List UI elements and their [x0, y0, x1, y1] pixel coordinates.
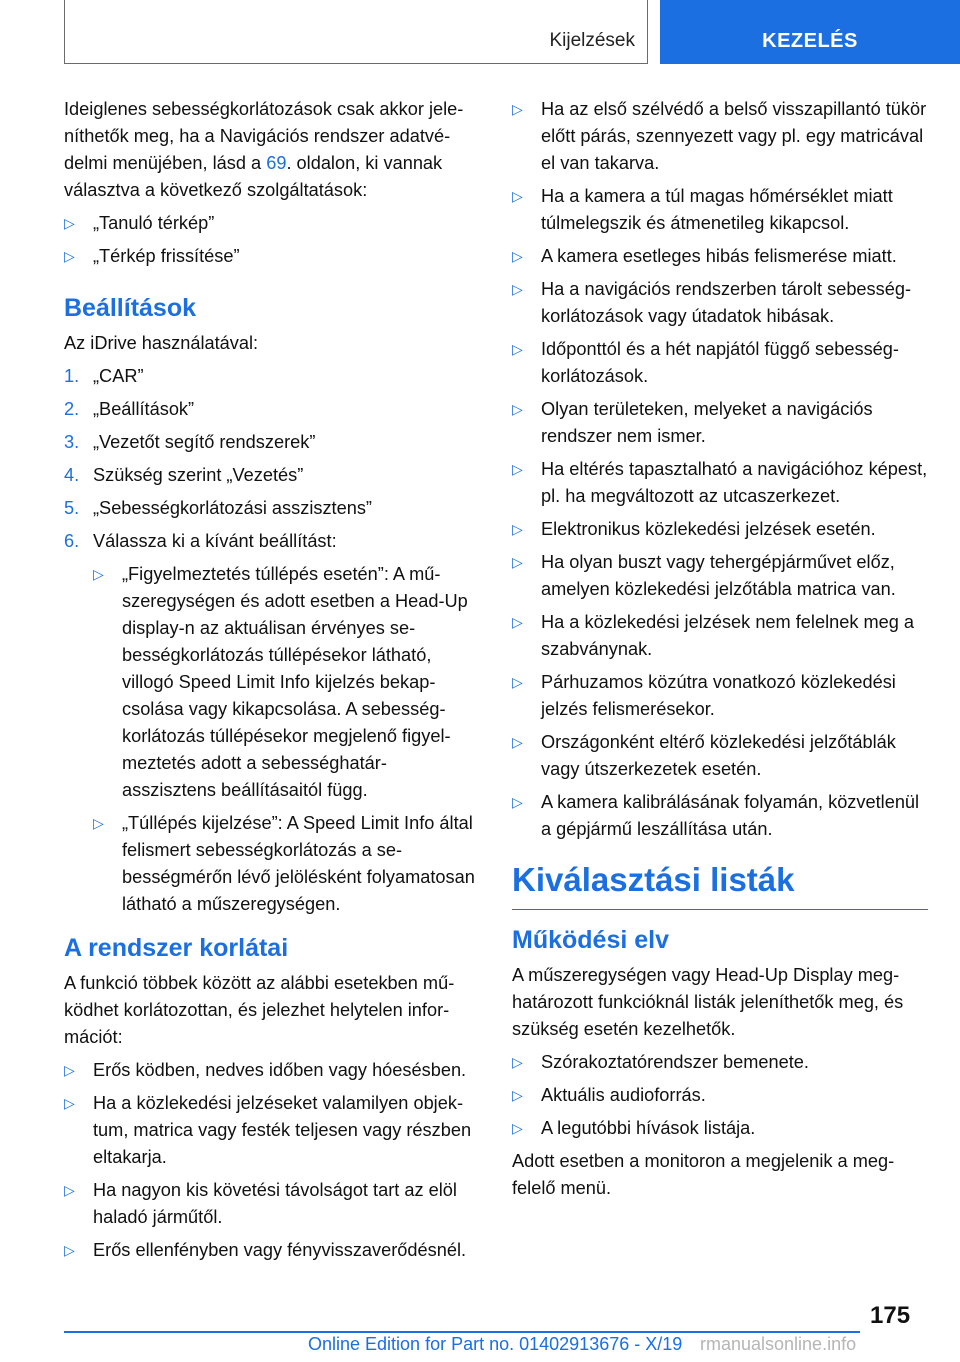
triangle-bullet-icon: ▷	[512, 521, 523, 537]
header-chapter-tab	[660, 0, 960, 64]
triangle-bullet-icon: ▷	[512, 401, 523, 417]
triangle-bullet-icon: ▷	[512, 554, 523, 570]
header-chapter-title: KEZELÉS	[762, 30, 858, 52]
triangle-bullet-icon: ▷	[93, 566, 104, 582]
footer-divider	[64, 1331, 860, 1333]
triangle-bullet-icon: ▷	[64, 1095, 75, 1111]
triangle-bullet-icon: ▷	[512, 461, 523, 477]
list-item: ▷ Erős ellenfényben vagy fényvisszaverődésnél.	[64, 1237, 478, 1264]
list-item: ▷ Szórakoztatórendszer bemenete.	[512, 1049, 928, 1076]
triangle-bullet-icon: ▷	[512, 1087, 523, 1103]
settings-options	[93, 561, 478, 918]
list-item: ▷ Párhuzamos közútra vonatkozó közlekedési jelzés felismerésekor.	[512, 669, 928, 723]
principle-outro: Adott esetben a monitoron a megjelenik a megfelelő menü.	[512, 1151, 895, 1198]
principle-heading: Működési elv	[512, 926, 669, 954]
list-item: ▷ Ha a kamera a túl magas hőmérséklet miatt túlmelegszik és átmenetileg kikapcsol.	[512, 183, 928, 237]
step-item: 4. Szükség szerint „Vezetés”	[64, 465, 304, 485]
chapter-heading: Kiválasztási listák	[512, 859, 928, 910]
list-item: ▷ „Tanuló térkép”	[64, 210, 478, 237]
right-column	[512, 96, 928, 1208]
triangle-bullet-icon: ▷	[93, 815, 104, 831]
triangle-bullet-icon: ▷	[512, 341, 523, 357]
limits-list	[64, 1057, 478, 1264]
limits-intro: A funkció többek között az alábbi esetekben működhet korlátozottan, és jelezhet helytelen információt:	[64, 973, 455, 1047]
list-item: ▷ A kamera esetleges hibás felismerése miatt.	[512, 243, 928, 270]
services-list	[64, 210, 478, 270]
list-item: ▷ Elektronikus közlekedési jelzések esetén.	[512, 516, 928, 543]
list-item: ▷ Ha a közlekedési jelzések nem felelnek meg a szabványnak.	[512, 609, 928, 663]
triangle-bullet-icon: ▷	[64, 248, 75, 264]
header-section-tab	[64, 0, 648, 64]
triangle-bullet-icon: ▷	[64, 215, 75, 231]
triangle-bullet-icon: ▷	[512, 674, 523, 690]
list-item: ▷ „Figyelmeztetés túllépés esetén”: A műszeregységen és adott esetben a Head-Up display-n az aktuálisan érvényes sebességkorlátozás túllépésekor látható, villogó Speed Limit Info kijelzés bekapcsolása vagy kikapcsolása. A sebességkorlátozás túllépésekor megjelenő figyelmeztetés adott a sebességhatár-asszisztens beállításaitól függ.	[93, 561, 478, 804]
watermark: rmanualsonline.info	[700, 1334, 857, 1354]
step-item: 1. „CAR”	[64, 366, 144, 386]
page-link[interactable]: 69	[266, 153, 287, 173]
list-item: ▷ Ha a navigációs rendszerben tárolt sebességkorlátozások vagy útadatok hibásak.	[512, 276, 928, 330]
list-item: ▷ A legutóbbi hívások listája.	[512, 1115, 928, 1142]
intro-paragraph: Ideiglenes sebességkorlátozások csak akkor jeleníthetők meg, ha a Navigációs rendszer adatvédelmi menüjében, lásd a 69. oldalon, ki vannak választva a következő szolgáltatások:	[64, 99, 464, 200]
list-item: ▷ „Térkép frissítése”	[64, 243, 478, 270]
triangle-bullet-icon: ▷	[64, 1242, 75, 1258]
principle-intro: A műszeregységen vagy Head-Up Display meghatározott funkcióknál listák jeleníthetők meg, és szükség esetén kezelhetők.	[512, 965, 904, 1039]
list-item: ▷ Olyan területeken, melyeket a navigációs rendszer nem ismer.	[512, 396, 928, 450]
principle-list	[512, 1049, 928, 1142]
triangle-bullet-icon: ▷	[512, 1120, 523, 1136]
triangle-bullet-icon: ▷	[512, 188, 523, 204]
triangle-bullet-icon: ▷	[512, 101, 523, 117]
step-item: 5. „Sebességkorlátozási asszisztens”	[64, 498, 372, 518]
list-item: ▷ „Túllépés kijelzése”: A Speed Limit Info által felismert sebességkorlátozás a sebességmérőn lévő jelölésként folyamatosan látható a műszeregységen.	[93, 810, 478, 918]
triangle-bullet-icon: ▷	[64, 1182, 75, 1198]
page-number: 175	[870, 1302, 911, 1329]
header-section-title: Kijelzések	[549, 30, 635, 51]
settings-steps	[64, 363, 478, 918]
triangle-bullet-icon: ▷	[512, 281, 523, 297]
triangle-bullet-icon: ▷	[512, 1054, 523, 1070]
settings-heading: Beállítások	[64, 294, 197, 322]
list-item: ▷ Ha nagyon kis követési távolságot tart az elöl haladó járműtől.	[64, 1177, 478, 1231]
step-item: 6. Válassza ki a kívánt beállítást: ▷ „Figyelmeztetés túllépés esetén”: A műszeregységen és adott esetben a Head-Up display-n az aktuálisan érvényes sebességkorlátozás túllépésekor látható, villogó Speed Limit Info kijelzés bekapcsolása vagy kikapcsolása. A sebességkorlátozás túllépésekor megjelenő figyelmeztetés adott a sebességhatár-asszisztens beállításaitól függ. ▷ „Túllépés kijelzése”: A Speed Limit Info által felismert sebességkorlátozás a sebességmérőn lévő jelölésként folyamatosan látható a műszeregységen.	[64, 528, 478, 918]
list-item: ▷ Ha olyan buszt vagy tehergépjárművet előz, amelyen közlekedési jelzőtábla matrica van.	[512, 549, 928, 603]
list-item: ▷ Ha eltérés tapasztalható a navigációhoz képest, pl. ha megváltozott az utcaszerkezet.	[512, 456, 928, 510]
list-item: ▷ Aktuális audioforrás.	[512, 1082, 928, 1109]
list-item: ▷ Időponttól és a hét napjától függő sebességkorlátozások.	[512, 336, 928, 390]
step-item: 2. „Beállítások”	[64, 399, 195, 419]
triangle-bullet-icon: ▷	[512, 794, 523, 810]
list-item: ▷ Országonként eltérő közlekedési jelzőtáblák vagy útszerkezetek esetén.	[512, 729, 928, 783]
step-item: 3. „Vezetőt segítő rendszerek”	[64, 432, 316, 452]
triangle-bullet-icon: ▷	[64, 1062, 75, 1078]
triangle-bullet-icon: ▷	[512, 614, 523, 630]
triangle-bullet-icon: ▷	[512, 248, 523, 264]
list-item: ▷ Ha a közlekedési jelzéseket valamilyen objektum, matrica vagy festék teljesen vagy részben eltakarja.	[64, 1090, 478, 1171]
limits-heading: A rendszer korlátai	[64, 934, 289, 962]
list-item: ▷ Erős ködben, nedves időben vagy hóesésben.	[64, 1057, 478, 1084]
list-item: ▷ Ha az első szélvédő a belső visszapillantó tükör előtt párás, szennyezett vagy pl. egy matricával el van takarva.	[512, 96, 928, 177]
limits-list-continued	[512, 96, 928, 843]
settings-intro: Az iDrive használatával:	[64, 333, 259, 353]
left-column	[64, 96, 478, 1270]
list-item: ▷ A kamera kalibrálásának folyamán, közvetlenül a gépjármű leszállítása után.	[512, 789, 928, 843]
footer-edition: Online Edition for Part no. 01402913676 - X/19	[308, 1334, 683, 1354]
triangle-bullet-icon: ▷	[512, 734, 523, 750]
